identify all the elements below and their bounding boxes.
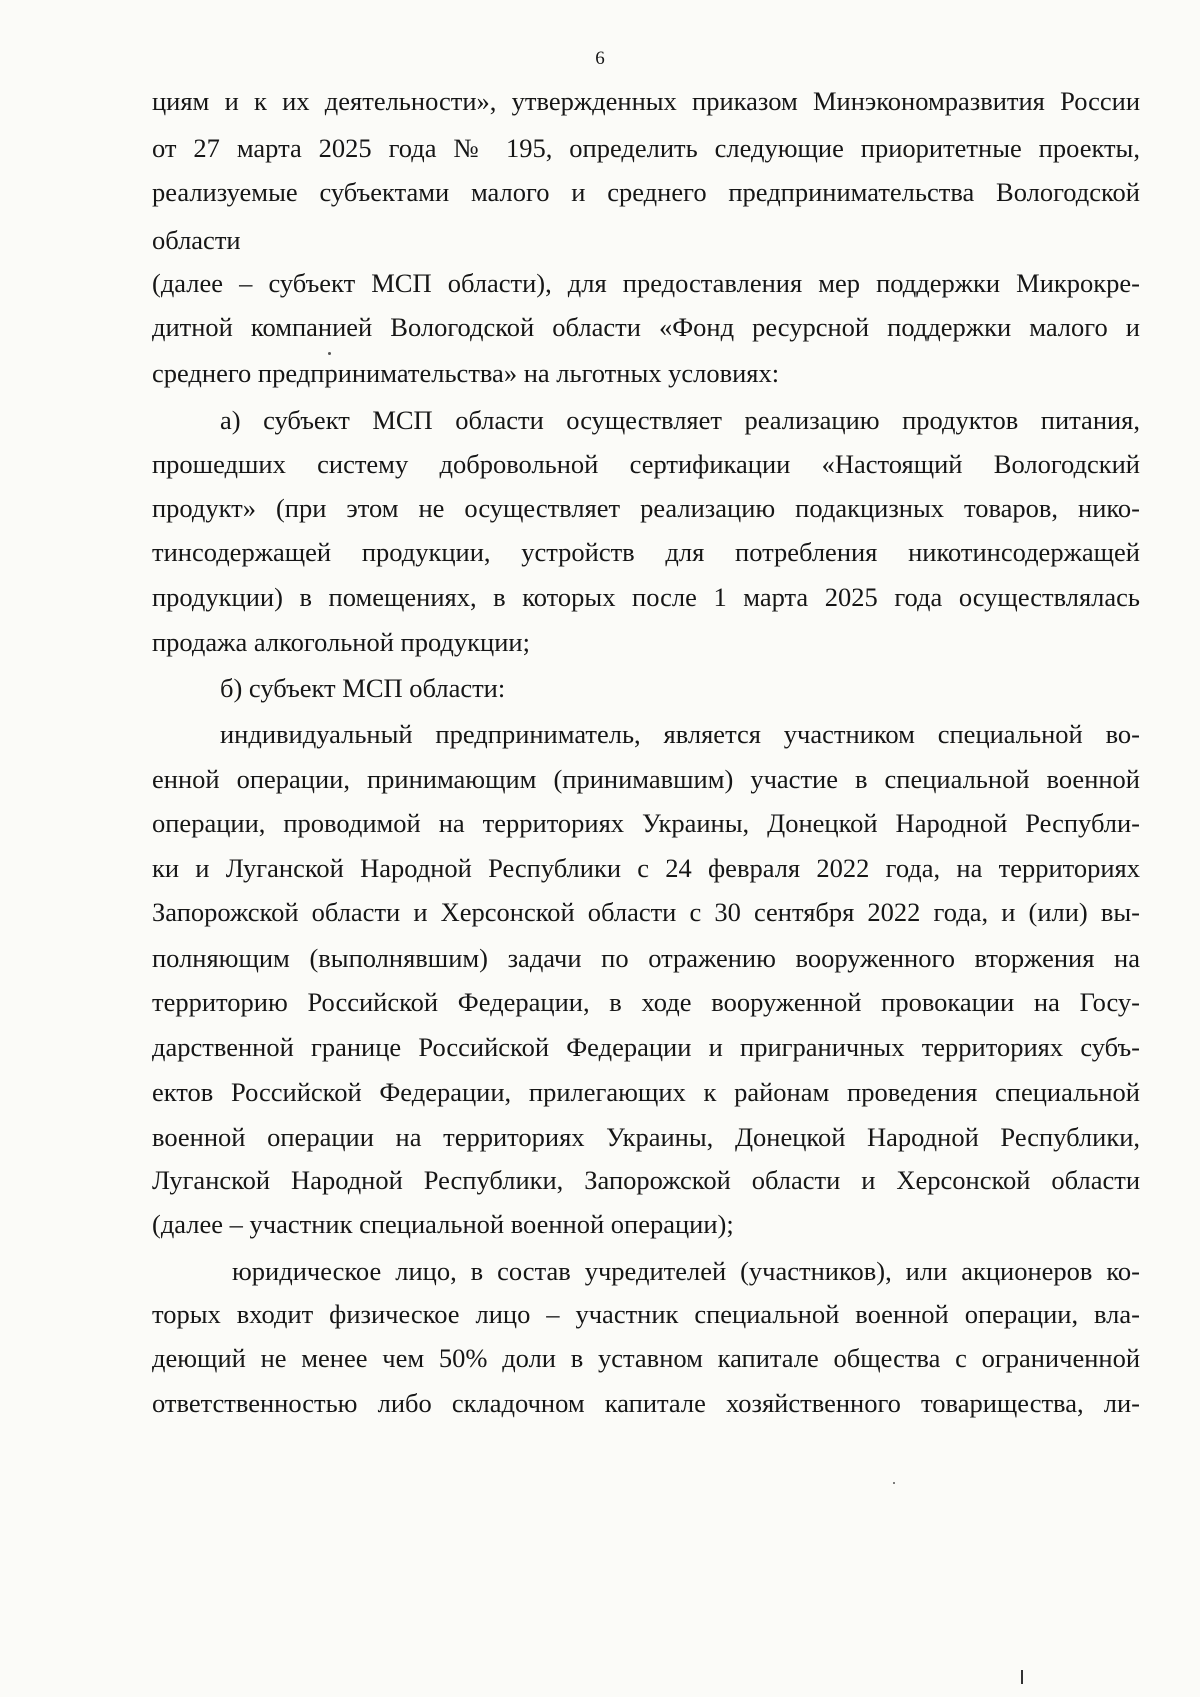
text-line: циям и к их деятельности», утвержденных приказом Минэкономразвития России bbox=[152, 86, 1140, 116]
text-line: дитной компанией Вологодской области «Фонд ресурсной поддержки малого и bbox=[152, 312, 1140, 342]
text-line: военной операции на территориях Украины, Донецкой Народной Республики, bbox=[152, 1122, 1140, 1152]
text-line: полняющим (выполнявшим) задачи по отражению вооруженного вторжения на bbox=[152, 943, 1140, 973]
text-line: енной операции, принимающим (принимавшим) участие в специальной военной bbox=[152, 764, 1140, 794]
text-line: деющий не менее чем 50% доли в уставном капитале общества с ограниченной bbox=[152, 1343, 1140, 1373]
scan-speck bbox=[893, 1482, 895, 1484]
text-line: от 27 марта 2025 года № 195, определить следующие приоритетные проекты, bbox=[152, 133, 1140, 163]
scan-mark bbox=[1021, 1670, 1023, 1684]
text-line: дарственной границе Российской Федерации и приграничных территориях субъ- bbox=[152, 1032, 1140, 1062]
text-line: торых входит физическое лицо – участник специальной военной операции, вла- bbox=[152, 1299, 1140, 1329]
paragraph-first-line: индивидуальный предприниматель, является участником специальной во- bbox=[220, 719, 1140, 749]
text-line: операции, проводимой на территориях Украины, Донецкой Народной Республи- bbox=[152, 808, 1140, 838]
paragraph-first-line: а) субъект МСП области осуществляет реализацию продуктов питания, bbox=[220, 405, 1140, 435]
text-line: ектов Российской Федерации, прилегающих к районам проведения специальной bbox=[152, 1077, 1140, 1107]
text-line: ки и Луганской Народной Республики с 24 февраля 2022 года, на территориях bbox=[152, 853, 1140, 883]
text-line: Луганской Народной Республики, Запорожской области и Херсонской области bbox=[152, 1165, 1140, 1195]
text-line: области bbox=[152, 225, 241, 255]
page-number: 6 bbox=[595, 48, 605, 69]
text-line: ответственностью либо складочном капитале хозяйственного товарищества, ли- bbox=[152, 1388, 1140, 1418]
text-line: среднего предпринимательства» на льготных условиях: bbox=[152, 358, 780, 388]
text-line: прошедших систему добровольной сертификации «Настоящий Вологодский bbox=[152, 449, 1140, 479]
text-line: продукт» (при этом не осуществляет реализацию подакцизных товаров, нико- bbox=[152, 493, 1140, 523]
text-line: (далее – субъект МСП области), для предоставления мер поддержки Микрокре- bbox=[152, 268, 1140, 298]
paragraph-first-line: юридическое лицо, в состав учредителей (участников), или акционеров ко- bbox=[232, 1256, 1140, 1286]
text-line: реализуемые субъектами малого и среднего предпринимательства Вологодской bbox=[152, 177, 1140, 207]
text-line: продажа алкогольной продукции; bbox=[152, 627, 530, 657]
text-line: территорию Российской Федерации, в ходе вооруженной провокации на Госу- bbox=[152, 987, 1140, 1017]
text-line: (далее – участник специальной военной операции); bbox=[152, 1209, 734, 1239]
text-line: тинсодержащей продукции, устройств для потребления никотинсодержащей bbox=[152, 537, 1140, 567]
text-line: Запорожской области и Херсонской области с 30 сентября 2022 года, и (или) вы- bbox=[152, 897, 1140, 927]
paragraph-first-line: б) субъект МСП области: bbox=[220, 673, 506, 703]
text-line: продукции) в помещениях, в которых после 1 марта 2025 года осуществлялась bbox=[152, 582, 1140, 612]
scan-speck bbox=[328, 352, 331, 355]
